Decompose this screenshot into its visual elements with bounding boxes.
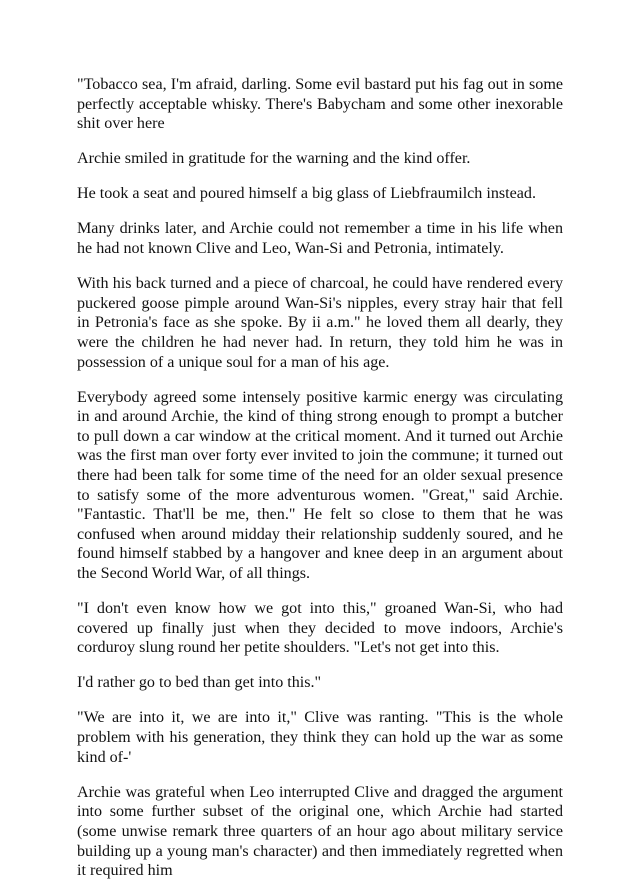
paragraph: Everybody agreed some intensely positive karmic energy was circulating in and around Archie, the kind of thing strong enough to prompt a butcher to pull down a car window at the critical moment. And it turned out Archie was the first man over forty ever invited to join the commune; it turned out there had been talk for some time of the need for an older sexual presence to satisfy some of the more adventurous women. "Great," said Archie. "Fantastic. That'll be me, then." He felt so close to them that he was confused when around midday their relationship suddenly soured, and he found himself stabbed by a hangover and knee deep in an argument about the Second World War, of all things.: [77, 388, 563, 582]
paragraph: Archie smiled in gratitude for the warning and the kind offer.: [77, 150, 471, 168]
paragraph: "Tobacco sea, I'm afraid, darling. Some evil bastard put his fag out in some perfectly acceptable whisky. There's Babycham and some other inexorable shit over here: [77, 76, 563, 133]
paragraph: "We are into it, we are into it," Clive was ranting. "This is the whole problem with his generation, they think they can hold up the war as some kind of-': [77, 709, 563, 766]
paragraph: With his back turned and a piece of charcoal, he could have rendered every puckered goose pimple around Wan-Si's nipples, every stray hair that fell in Petronia's face as she spoke. By ii a.m." he loved them all dearly, they were the children he had never had. In return, they told him he was in possession of a unique soul for a man of his age.: [77, 275, 563, 371]
paragraph: "I don't even know how we got into this," groaned Wan-Si, who had covered up finally just when they decided to move indoors, Archie's corduroy slung round her petite shoulders. "Let's not get into this.: [77, 600, 563, 657]
paragraph: Many drinks later, and Archie could not remember a time in his life when he had not known Clive and Leo, Wan-Si and Petronia, intimately.: [77, 220, 563, 258]
paragraph: Archie was grateful when Leo interrupted Clive and dragged the argument into some further subset of the original one, which Archie had started (some unwise remark three quarters of an hour ago about military service building up a young man's character) and then immediately regretted when it required him: [77, 783, 563, 880]
paragraph: I'd rather go to bed than get into this.": [77, 674, 322, 692]
paragraph: He took a seat and poured himself a big glass of Liebfraumilch instead.: [77, 185, 536, 203]
document-page: [77, 75, 563, 896]
